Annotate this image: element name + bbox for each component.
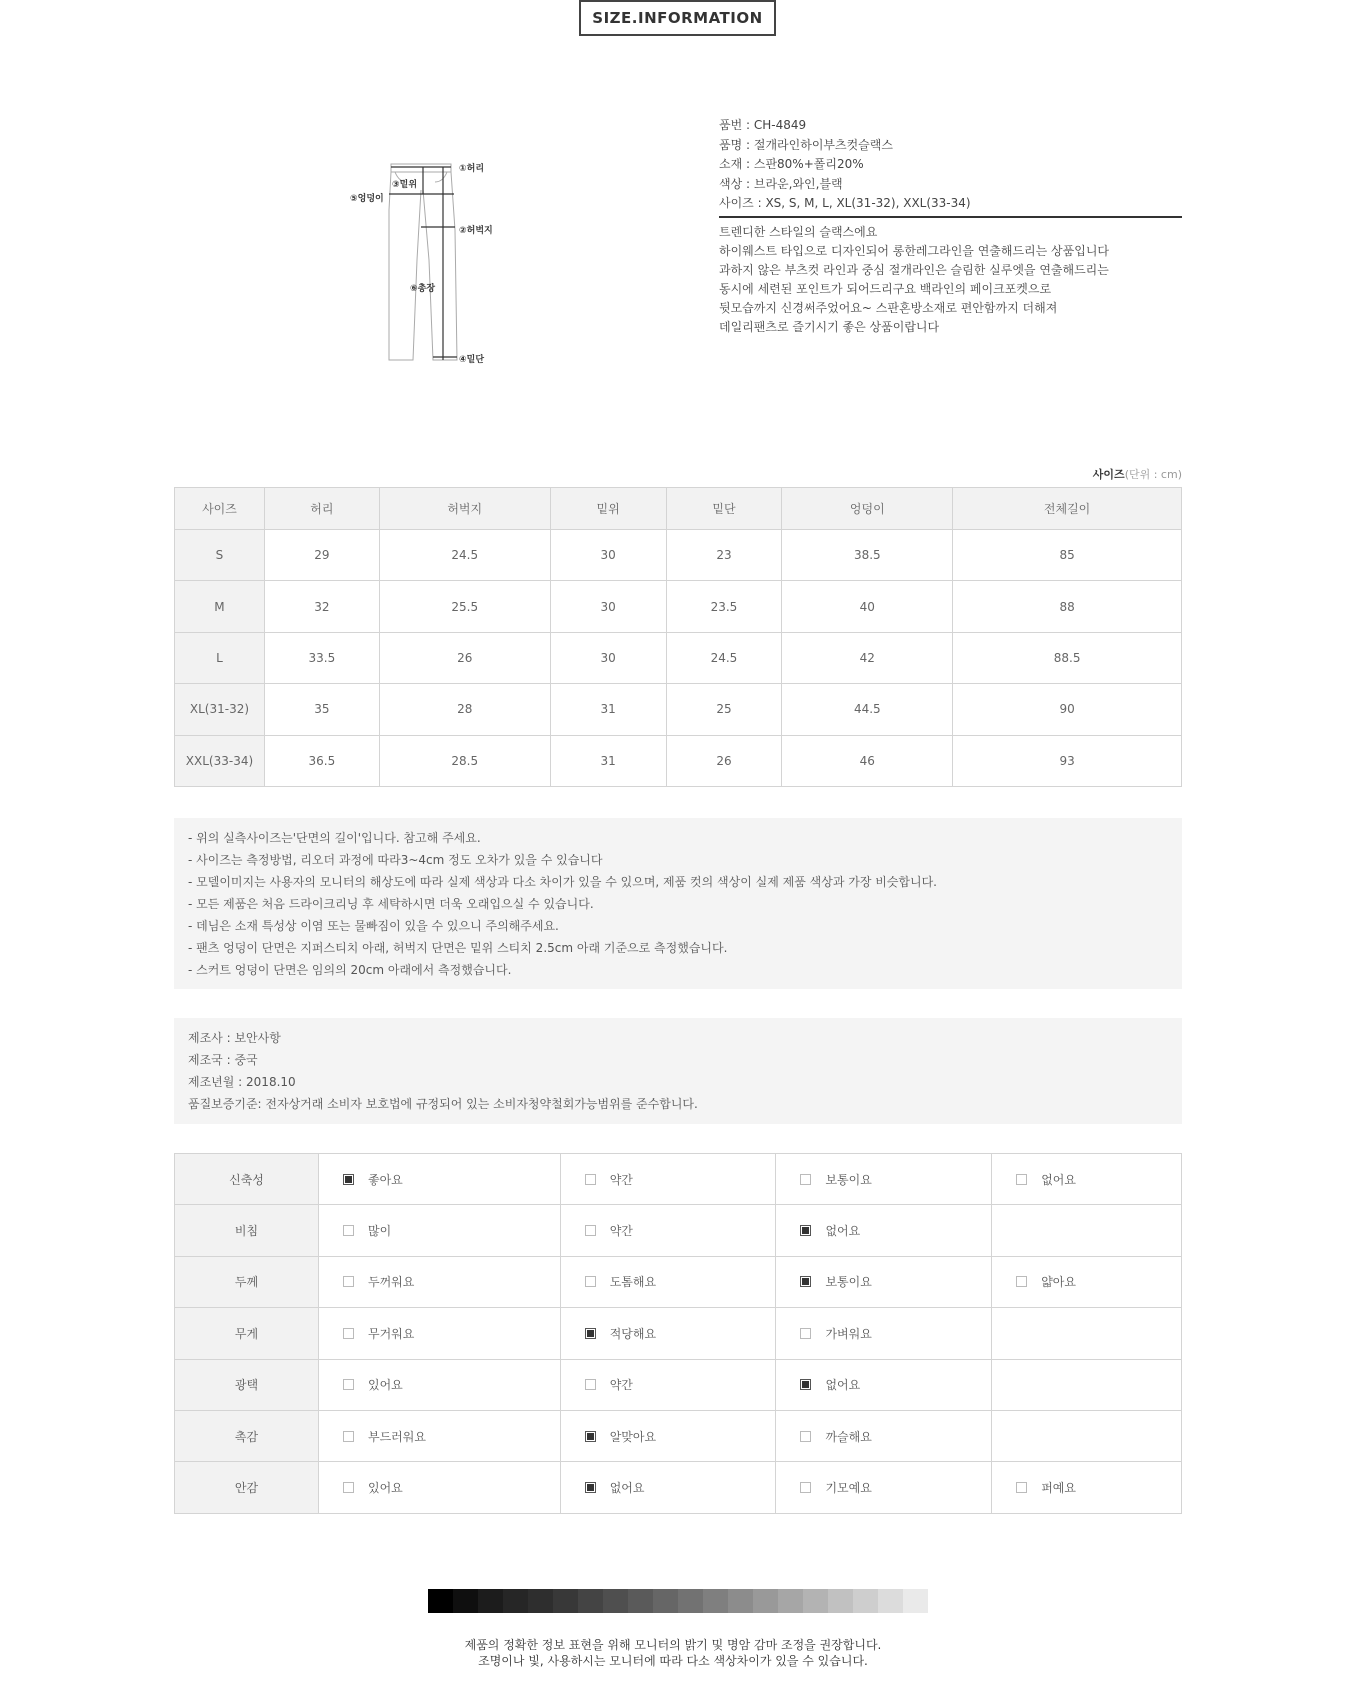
size-caption: 사이즈 [1092, 468, 1125, 481]
notes-box [174, 818, 1182, 989]
checked-box-icon [585, 1328, 596, 1339]
unchecked-box-icon [585, 1174, 596, 1185]
feel-option [992, 1359, 1182, 1410]
feel-row [175, 1256, 1182, 1307]
footer-line: 조명이나 빛, 사용하시는 모니터에 따라 다소 색상차이가 있을 수 있습니다. [478, 1654, 868, 1668]
unchecked-box-icon [585, 1225, 596, 1236]
label-thigh: ②허벅지 [459, 226, 493, 236]
size-label-cell: XL(31-32) [175, 684, 265, 735]
feel-option-label: 도톰해요 [609, 1275, 657, 1290]
feel-option-label: 가벼워요 [825, 1326, 872, 1341]
product-material: 소재 : 스판80%+폴리20% [719, 157, 864, 171]
grayscale-swatch [903, 1589, 928, 1613]
footer-line: 제품의 정확한 정보 표현을 위해 모니터의 밝기 및 명암 감마 조정을 권장합니다. [464, 1638, 882, 1652]
feel-option-label: 약간 [609, 1378, 633, 1393]
note-line: - 모델이미지는 사용자의 모니터의 해상도에 따라 실제 색상과 다소 차이가 있을 수 있으며, 제품 컷의 색상이 실제 제품 색상과 가장 비슷합니다. [188, 875, 937, 889]
pants-diagram [345, 150, 525, 380]
size-value-cell: 25.5 [379, 581, 550, 632]
manufacturer-box [174, 1018, 1182, 1124]
product-description-line: 데일리팬츠로 즐기시기 좋은 상품이랍니다 [719, 319, 940, 334]
feel-option-label: 부드러워요 [368, 1429, 426, 1444]
header-cell: 사이즈 [175, 488, 265, 530]
grayscale-swatch [578, 1589, 603, 1613]
feel-option [776, 1462, 992, 1513]
feel-option [560, 1154, 776, 1205]
maker-line: 제조국 : 중국 [188, 1053, 258, 1067]
note-line: - 스커트 엉덩이 단면은 임의의 20cm 아래에서 측정했습니다. [188, 963, 512, 977]
feel-label: 안감 [175, 1462, 319, 1513]
feel-option [319, 1410, 561, 1461]
grayscale-swatch [503, 1589, 528, 1613]
feel-option [992, 1308, 1182, 1359]
feel-option [992, 1256, 1182, 1307]
feel-option-label: 까슬해요 [825, 1429, 872, 1444]
product-description-line: 트렌디한 스타일의 슬랙스에요 [719, 224, 878, 239]
size-row [175, 684, 1182, 735]
grayscale-swatch [753, 1589, 778, 1613]
feel-option [992, 1410, 1182, 1461]
size-value-cell: 36.5 [264, 735, 379, 786]
size-value-cell: 32 [264, 581, 379, 632]
grayscale-swatch [828, 1589, 853, 1613]
size-value-cell: 46 [782, 735, 953, 786]
fabric-feel-table [174, 1153, 1182, 1514]
note-line: - 사이즈는 측정방법, 리오더 과정에 따라3~4cm 정도 오차가 있을 수 있습니다 [188, 853, 603, 867]
feel-option-label: 얇아요 [1041, 1275, 1076, 1290]
product-info [719, 116, 1182, 337]
unchecked-box-icon [343, 1379, 354, 1390]
size-information-title: SIZE.INFORMATION [579, 0, 776, 36]
feel-option [776, 1205, 992, 1256]
grayscale-swatch [803, 1589, 828, 1613]
feel-option-label: 없어요 [825, 1224, 861, 1239]
size-value-cell: 23.5 [666, 581, 782, 632]
size-value-cell: 85 [953, 530, 1182, 581]
maker-line: 품질보증기준: 전자상거래 소비자 보호법에 규정되어 있는 소비자청약철회가능범위를 준수합니다. [188, 1097, 698, 1111]
feel-option [319, 1154, 561, 1205]
feel-option-label: 약간 [609, 1172, 633, 1187]
header-cell: 밑단 [666, 488, 782, 530]
unchecked-box-icon [800, 1328, 811, 1339]
feel-option-label: 퍼예요 [1041, 1481, 1076, 1496]
header-cell: 전체길이 [953, 488, 1182, 530]
product-sizes: 사이즈 : XS, S, M, L, XL(31-32), XXL(33-34) [719, 196, 971, 210]
feel-label: 촉감 [175, 1410, 319, 1461]
size-value-cell: 44.5 [782, 684, 953, 735]
size-value-cell: 88.5 [953, 632, 1182, 683]
unchecked-box-icon [1016, 1174, 1027, 1185]
feel-option-label: 없어요 [609, 1481, 645, 1496]
feel-option [319, 1308, 561, 1359]
label-hip: ⑤엉덩이 [350, 194, 384, 204]
feel-option-label: 없어요 [1041, 1172, 1076, 1187]
checked-box-icon [585, 1431, 596, 1442]
size-value-cell: 29 [264, 530, 379, 581]
feel-option-label: 적당해요 [609, 1326, 657, 1341]
size-value-cell: 90 [953, 684, 1182, 735]
unchecked-box-icon [343, 1276, 354, 1287]
feel-option [319, 1359, 561, 1410]
feel-option [560, 1256, 776, 1307]
size-label-cell: S [175, 530, 265, 581]
product-name: 품명 : 절개라인하이부츠컷슬랙스 [719, 137, 893, 152]
feel-option [560, 1359, 776, 1410]
size-table-caption [1093, 466, 1182, 482]
size-value-cell: 42 [782, 632, 953, 683]
size-value-cell: 23 [666, 530, 782, 581]
feel-label: 무게 [175, 1308, 319, 1359]
feel-option [560, 1462, 776, 1513]
feel-option [319, 1256, 561, 1307]
checked-box-icon [800, 1276, 811, 1287]
feel-option-label: 알맞아요 [609, 1429, 657, 1444]
grayscale-swatch [628, 1589, 653, 1613]
grayscale-swatch [528, 1589, 553, 1613]
size-value-cell: 24.5 [379, 530, 550, 581]
feel-option [776, 1359, 992, 1410]
unchecked-box-icon [585, 1379, 596, 1390]
grayscale-swatch [478, 1589, 503, 1613]
note-line: - 팬츠 엉덩이 단면은 지퍼스티치 아래, 허벅지 단면은 밑위 스티치 2.5cm 아래 기준으로 측정했습니다. [188, 941, 728, 955]
grayscale-swatch [428, 1589, 453, 1613]
grayscale-swatch [678, 1589, 703, 1613]
note-line: - 위의 실측사이즈는'단면의 길이'입니다. 참고해 주세요. [188, 831, 481, 845]
header-cell: 허리 [264, 488, 379, 530]
label-length: ⑥총장 [410, 284, 436, 294]
note-line: - 모든 제품은 처음 드라이크리닝 후 세탁하시면 더욱 오래입으실 수 있습니다. [188, 897, 594, 911]
feel-option [319, 1462, 561, 1513]
size-value-cell: 30 [550, 581, 666, 632]
maker-line: 제조사 : 보안사항 [188, 1031, 281, 1045]
footer-notice [0, 1637, 1346, 1669]
feel-row [175, 1410, 1182, 1461]
size-label-cell: M [175, 581, 265, 632]
feel-option-label: 많이 [368, 1224, 392, 1239]
size-table-header [175, 488, 1182, 530]
feel-option [560, 1205, 776, 1256]
size-value-cell: 31 [550, 735, 666, 786]
grayscale-swatch [653, 1589, 678, 1613]
size-value-cell: 28.5 [379, 735, 550, 786]
feel-row [175, 1205, 1182, 1256]
feel-option [560, 1308, 776, 1359]
feel-option [776, 1410, 992, 1461]
label-hem: ④밑단 [459, 355, 485, 365]
feel-label: 광택 [175, 1359, 319, 1410]
feel-option-label: 없어요 [825, 1378, 861, 1393]
feel-option-label: 보통이요 [825, 1275, 872, 1290]
checked-box-icon [800, 1225, 811, 1236]
feel-option [560, 1410, 776, 1461]
size-value-cell: 24.5 [666, 632, 782, 683]
unchecked-box-icon [1016, 1276, 1027, 1287]
size-value-cell: 25 [666, 684, 782, 735]
grayscale-swatch [603, 1589, 628, 1613]
feel-option [776, 1308, 992, 1359]
feel-option [992, 1462, 1182, 1513]
header-cell: 밑위 [550, 488, 666, 530]
feel-option [992, 1154, 1182, 1205]
size-value-cell: 93 [953, 735, 1182, 786]
size-value-cell: 28 [379, 684, 550, 735]
label-rise: ③밑위 [392, 180, 418, 190]
header-cell: 엉덩이 [782, 488, 953, 530]
feel-row [175, 1359, 1182, 1410]
size-row [175, 530, 1182, 581]
feel-option [776, 1256, 992, 1307]
feel-option-label: 기모예요 [825, 1481, 872, 1496]
size-row [175, 581, 1182, 632]
grayscale-swatch [728, 1589, 753, 1613]
unchecked-box-icon [585, 1276, 596, 1287]
grayscale-swatch [853, 1589, 878, 1613]
header-cell: 허벅지 [379, 488, 550, 530]
feel-label: 두께 [175, 1256, 319, 1307]
feel-row [175, 1308, 1182, 1359]
feel-option [319, 1205, 561, 1256]
product-code: 품번 : CH-4849 [719, 118, 807, 132]
checked-box-icon [800, 1379, 811, 1390]
maker-line: 제조년월 : 2018.10 [188, 1075, 296, 1089]
unchecked-box-icon [1016, 1482, 1027, 1493]
grayscale-swatch [878, 1589, 903, 1613]
unchecked-box-icon [800, 1431, 811, 1442]
size-value-cell: 26 [666, 735, 782, 786]
size-value-cell: 40 [782, 581, 953, 632]
product-description-line: 뒷모습까지 신경써주었어요~ 스판혼방소재로 편안함까지 더해져 [719, 300, 1058, 315]
feel-option-label: 좋아요 [368, 1172, 403, 1187]
label-waist: ①허리 [459, 164, 485, 174]
unchecked-box-icon [800, 1482, 811, 1493]
size-table [174, 487, 1182, 787]
feel-label: 비침 [175, 1205, 319, 1256]
size-unit: (단위 : cm) [1124, 468, 1182, 481]
product-color: 색상 : 브라운,와인,블랙 [719, 176, 843, 191]
feel-option-label: 있어요 [368, 1481, 403, 1496]
size-value-cell: 31 [550, 684, 666, 735]
size-value-cell: 88 [953, 581, 1182, 632]
unchecked-box-icon [343, 1482, 354, 1493]
pants-illustration [345, 150, 525, 380]
size-value-cell: 30 [550, 530, 666, 581]
grayscale-bar [428, 1589, 928, 1613]
feel-option-label: 있어요 [368, 1378, 403, 1393]
feel-option-label: 약간 [609, 1224, 633, 1239]
feel-label: 신축성 [175, 1154, 319, 1205]
grayscale-swatch [553, 1589, 578, 1613]
divider [719, 216, 1182, 218]
checked-box-icon [343, 1174, 354, 1185]
size-value-cell: 35 [264, 684, 379, 735]
product-description-line: 과하지 않은 부츠컷 라인과 중심 절개라인은 슬림한 실루엣을 연출해드리는 [719, 262, 1109, 277]
size-value-cell: 30 [550, 632, 666, 683]
size-value-cell: 33.5 [264, 632, 379, 683]
grayscale-swatch [778, 1589, 803, 1613]
feel-row [175, 1462, 1182, 1513]
feel-option-label: 두꺼워요 [368, 1275, 415, 1290]
size-label-cell: L [175, 632, 265, 683]
feel-option-label: 보통이요 [825, 1172, 872, 1187]
size-label-cell: XXL(33-34) [175, 735, 265, 786]
feel-row [175, 1154, 1182, 1205]
unchecked-box-icon [343, 1225, 354, 1236]
feel-option-label: 무거워요 [368, 1326, 415, 1341]
unchecked-box-icon [343, 1328, 354, 1339]
grayscale-swatch [453, 1589, 478, 1613]
note-line: - 데님은 소재 특성상 이염 또는 물빠짐이 있을 수 있으니 주의해주세요. [188, 919, 559, 933]
grayscale-swatch [703, 1589, 728, 1613]
unchecked-box-icon [800, 1174, 811, 1185]
checked-box-icon [585, 1482, 596, 1493]
size-row [175, 632, 1182, 683]
size-value-cell: 38.5 [782, 530, 953, 581]
feel-option [776, 1154, 992, 1205]
size-row [175, 735, 1182, 786]
product-description-line: 동시에 세련된 포인트가 되어드리구요 백라인의 페이크포켓으로 [719, 281, 1052, 296]
feel-option [992, 1205, 1182, 1256]
product-description-line: 하이웨스트 타입으로 디자인되어 롱한레그라인을 연출해드리는 상품입니다 [719, 243, 1110, 258]
unchecked-box-icon [343, 1431, 354, 1442]
size-value-cell: 26 [379, 632, 550, 683]
